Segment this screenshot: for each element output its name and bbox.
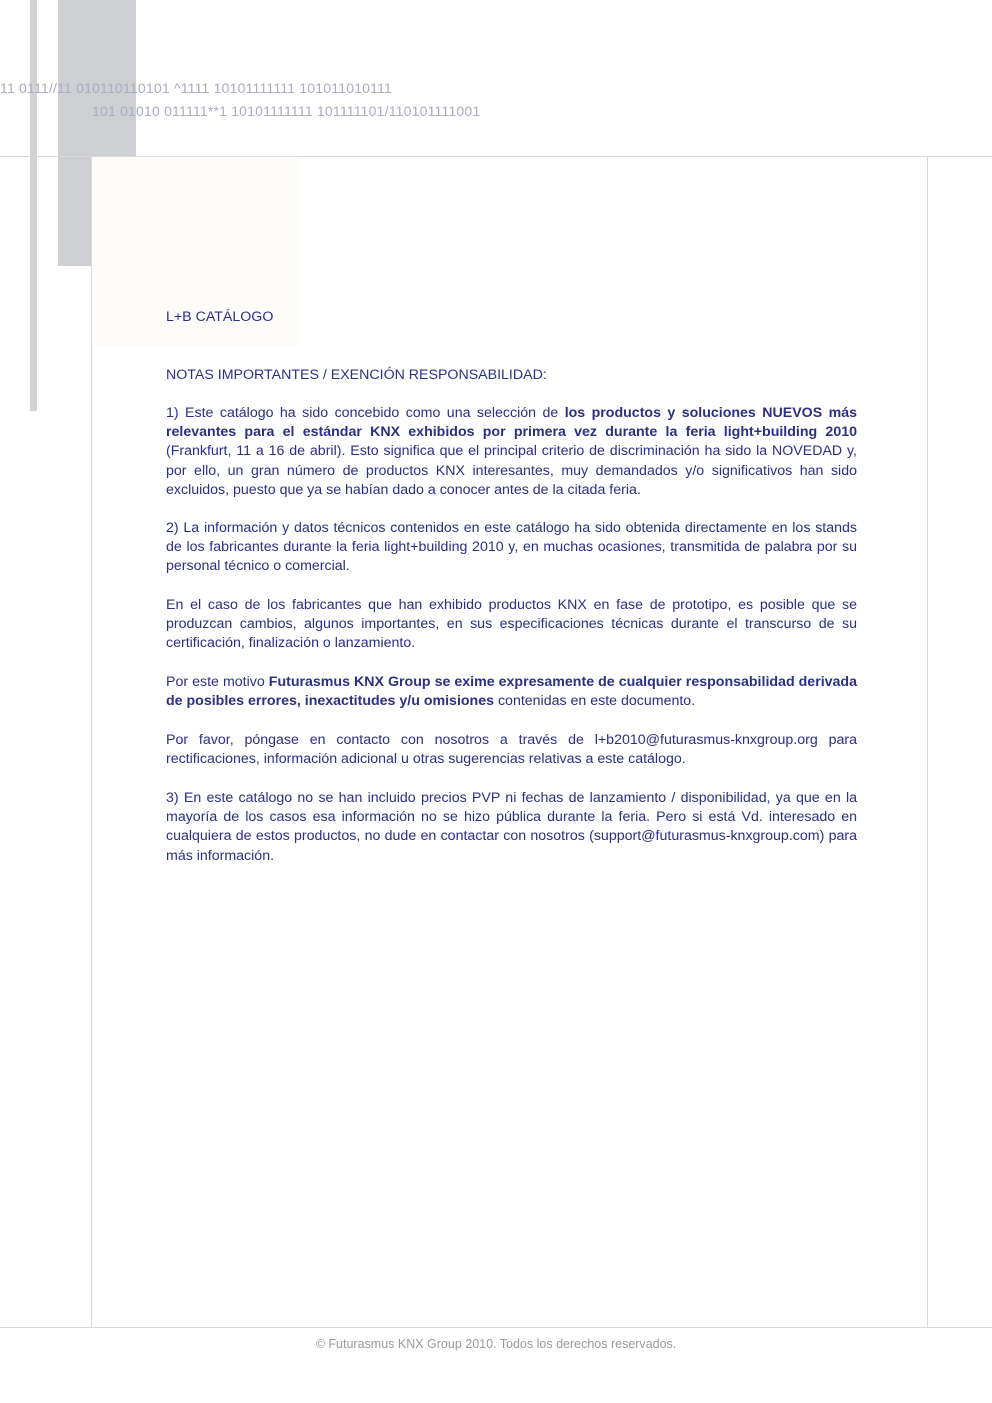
- paragraph-1: 1) Este catálogo ha sido concebido como una selección de los productos y soluciones NUEVOS más relevantes para el estándar KNX exhibidos por primera vez durante la feria light+building 2010 (Frankfurt, 11 a 16 de abril). Esto significa que el principal criterio de discriminación ha sido la NOVEDAD y, por ello, un gran número de productos KNX interesantes, muy demandados y/o significativos han sido excluidos, puesto que ya se habían dado a conocer antes de la citada feria.: [166, 405, 857, 498]
- top-divider: [0, 156, 992, 157]
- paragraph-5: Por favor, póngase en contacto con nosotros a través de l+b2010@futurasmus-knxgroup.org para rectificaciones, información adicional u otras sugerencias relativas a este catálogo.: [166, 732, 857, 768]
- paragraph-3: En el caso de los fabricantes que han exhibido productos KNX en fase de prototipo, es posible que se produzcan cambios, algunos importantes, en sus especificaciones técnicas durante el transcurso de su certificación, finalización o lanzamiento.: [166, 597, 857, 652]
- decorative-bar-thin: [30, 0, 37, 411]
- bottom-divider: [0, 1327, 992, 1328]
- paragraph-6: 3) En este catálogo no se han incluido precios PVP ni fechas de lanzamiento / disponibilidad, ya que en la mayoría de los casos esa información no se hizo pública durante la feria. Pero si está Vd. interesado en cualquiera de estos productos, no dude en contactar con nosotros (support@futurasmus-knxgroup.com) para más información.: [166, 790, 857, 864]
- document-title: L+B CATÁLOGO: [166, 309, 274, 325]
- paragraph-2: 2) La información y datos técnicos contenidos en este catálogo ha sido obtenida directamente en los stands de los fabricantes durante la feria light+building 2010 y, en muchas ocasiones, transmitida de palabra por su personal técnico o comercial.: [166, 520, 857, 575]
- binary-header-line-1: 11 0111//11 010110110101 ^1111 10101111111 101011010111: [0, 80, 393, 96]
- section-heading: NOTAS IMPORTANTES / EXENCIÓN RESPONSABILIDAD:: [166, 367, 547, 383]
- right-frame-line: [927, 156, 928, 1328]
- footer-copyright: © Futurasmus KNX Group 2010. Todos los derechos reservados.: [315, 1337, 677, 1351]
- binary-header-line-2: 101 01010 011111**1 10101111111 101111101/110101111001: [92, 103, 481, 119]
- paragraph-4: Por este motivo Futurasmus KNX Group se exime expresamente de cualquier responsabilidad derivada de posibles errores, inexactitudes y/u omisiones contenidas en este documento.: [166, 674, 857, 710]
- left-frame-line: [91, 156, 92, 1328]
